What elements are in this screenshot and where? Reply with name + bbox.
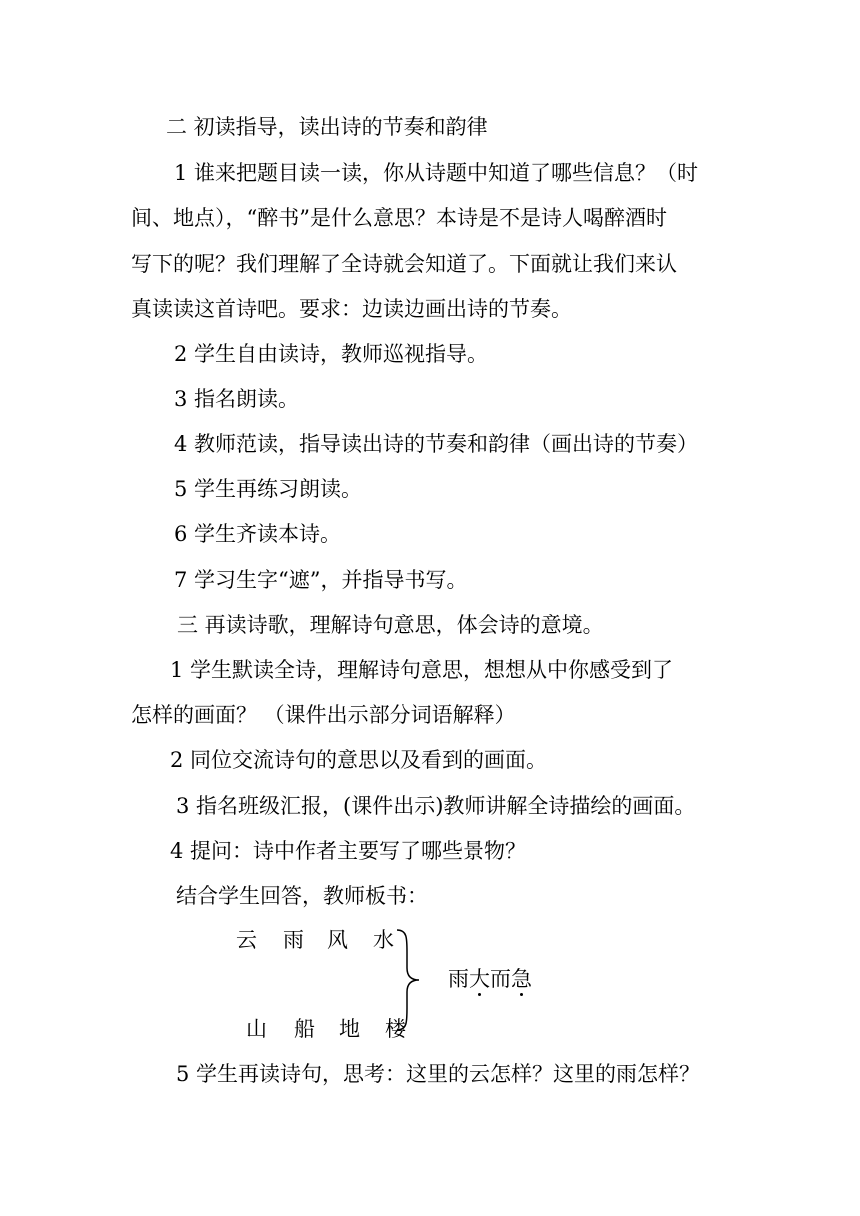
summary-char: 雨: [448, 967, 469, 991]
board-word: 楼: [385, 1017, 406, 1041]
paragraph-line: 4 提问：诗中作者主要写了哪些景物？: [170, 839, 527, 863]
paragraph-line: 结合学生回答，教师板书：: [176, 884, 428, 908]
board-word: 云: [236, 928, 257, 952]
paragraph-line: 1 学生默读全诗，理解诗句意思，想想从中你感受到了: [170, 658, 674, 682]
board-word: 山: [246, 1017, 267, 1041]
paragraph-line: 写下的呢？我们理解了全诗就会知道了。下面就让我们来认: [131, 252, 677, 276]
paragraph-line: 4 教师范读，指导读出诗的节奏和韵律（画出诗的节奏）: [174, 432, 699, 456]
paragraph-line: 3 指名朗读。: [174, 387, 300, 411]
board-summary: [448, 964, 532, 994]
paragraph-line: 5 学生再读诗句，思考：这里的云怎样？这里的雨怎样？: [176, 1062, 701, 1086]
board-word: 风: [327, 928, 348, 952]
board-word: 地: [339, 1017, 360, 1041]
paragraph-line: 1 谁来把题目读一读，你从诗题中知道了哪些信息？（时: [174, 161, 699, 185]
board-word: 水: [373, 928, 394, 952]
paragraph-line: 6 学生齐读本诗。: [174, 522, 342, 546]
section-heading-3: 三 再读诗歌，理解诗句意思，体会诗的意境。: [177, 613, 604, 637]
paragraph-line: 2 学生自由读诗，教师巡视指导。: [174, 342, 489, 366]
paragraph-line: 5 学生再练习朗读。: [174, 477, 363, 501]
paragraph-line: 7 学习生字“遮”，并指导书写。: [174, 568, 468, 592]
paragraph-line: 间、地点），“醉书”是什么意思？本诗是不是诗人喝醉酒时: [131, 206, 667, 230]
section-heading-2: 二 初读指导，读出诗的节奏和韵律: [166, 115, 488, 139]
board-word: 雨: [283, 928, 304, 952]
summary-char: 而: [490, 967, 511, 991]
emphasis-dot-char: 急: [511, 964, 532, 994]
board-word: 船: [294, 1017, 315, 1041]
emphasis-dot-char: 大: [469, 964, 490, 994]
paragraph-line: 怎样的画面？ （课件出示部分词语解释）: [131, 703, 516, 727]
paragraph-line: 2 同位交流诗句的意思以及看到的画面。: [170, 748, 548, 772]
paragraph-line: 真读读这首诗吧。要求：边读边画出诗的节奏。: [131, 297, 572, 321]
paragraph-line: 3 指名班级汇报，(课件出示)教师讲解全诗描绘的画面。: [176, 794, 696, 818]
